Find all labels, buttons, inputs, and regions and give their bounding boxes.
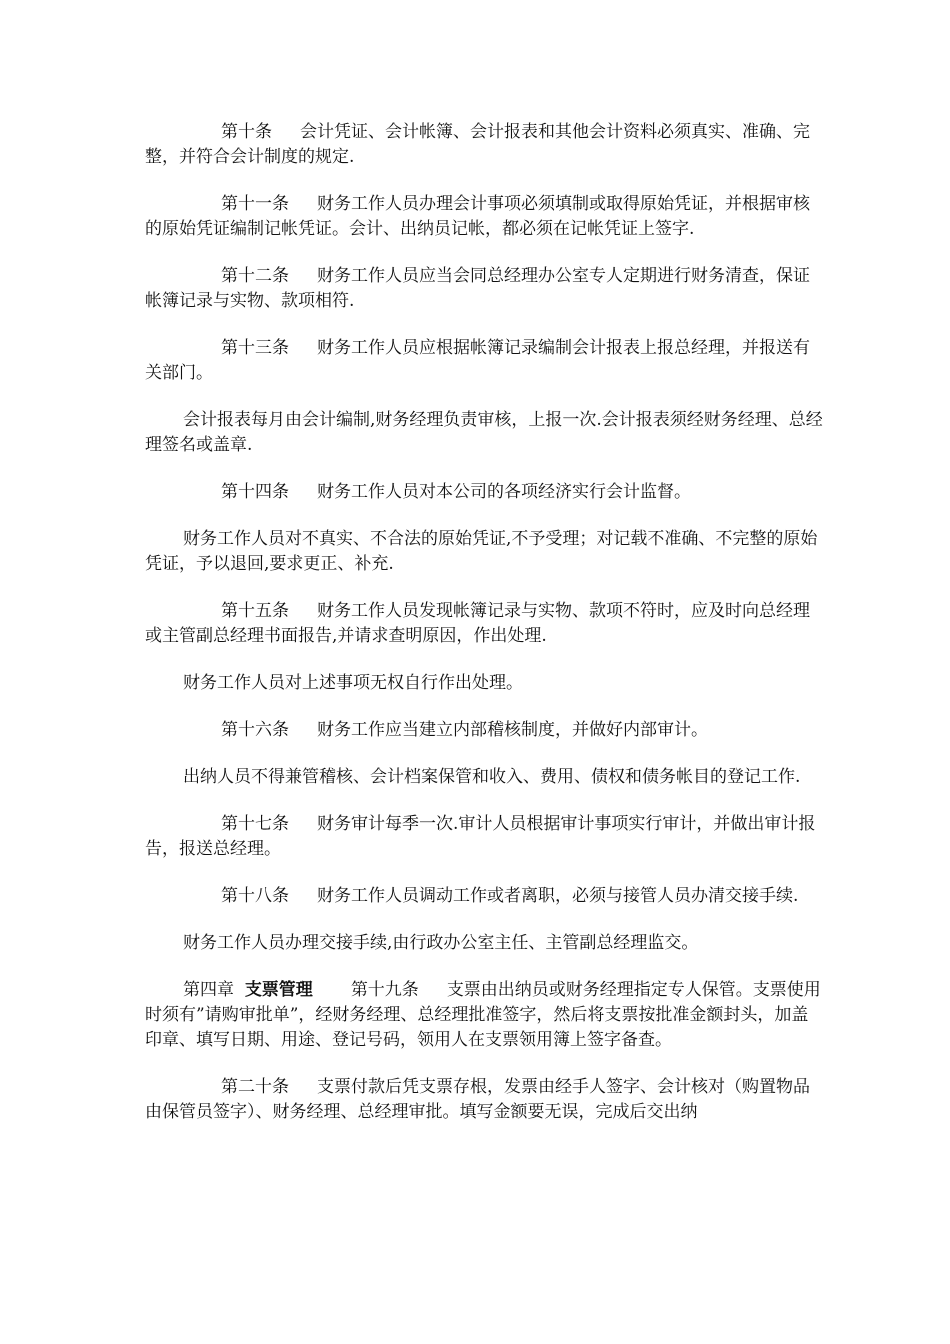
- article-heading: 第十二条: [221, 266, 289, 286]
- article-13: [145, 336, 825, 386]
- paragraph-voucher: [145, 527, 825, 577]
- article-18: [145, 884, 825, 909]
- article-heading: 第十八条: [221, 886, 289, 906]
- article-16: [145, 718, 825, 743]
- article-text: 财务工作应当建立内部稽核制度，并做好内部审计。: [317, 720, 708, 740]
- article-heading: 第十三条: [221, 338, 289, 358]
- paragraph-no-authority: [145, 671, 825, 696]
- article-text: 财务工作人员应当会同总经理办公室专人定期进行财务清查，保证帐簿记录与实物、款项相符.: [145, 266, 810, 311]
- article-heading: 第十条: [221, 122, 272, 142]
- article-text: 财务工作人员发现帐簿记录与实物、款项不符时，应及时向总经理或主管副总经理书面报告,并请求查明原因，作出处理.: [145, 601, 810, 646]
- article-text: 财务工作人员调动工作或者离职，必须与接管人员办清交接手续.: [317, 886, 799, 906]
- article-heading: 第十五条: [221, 601, 289, 621]
- article-20: [145, 1075, 825, 1125]
- paragraph-handover: [145, 931, 825, 956]
- article-text: 财务工作人员对本公司的各项经济实行会计监督。: [317, 482, 691, 502]
- article-heading: 第十七条: [221, 814, 289, 834]
- article-17: [145, 812, 825, 862]
- article-text: 支票由出纳员或财务经理指定专人保管。支票使用时须有”请购审批单”，经财务经理、总经理批准签字，然后将支票按批准金额封头，加盖印章、填写日期、用途、登记号码，领用人在支票领用簿上签字备查。: [145, 980, 821, 1050]
- article-heading: 第十四条: [221, 482, 289, 502]
- article-15: [145, 599, 825, 649]
- article-text: 财务工作人员办理会计事项必须填制或取得原始凭证，并根据审核的原始凭证编制记帐凭证。会计、出纳员记帐，都必须在记帐凭证上签字.: [145, 194, 810, 239]
- article-12: [145, 264, 825, 314]
- article-11: [145, 192, 825, 242]
- article-text: 会计凭证、会计帐簿、会计报表和其他会计资料必须真实、准确、完整，并符合会计制度的规定.: [145, 122, 810, 167]
- paragraph-report: [145, 408, 825, 458]
- article-heading: 第十六条: [221, 720, 289, 740]
- article-text: 支票付款后凭支票存根，发票由经手人签字、会计核对（购置物品由保管员签字）、财务经理、总经理审批。填写金额要无误，完成后交出纳: [145, 1077, 810, 1122]
- article-14: [145, 480, 825, 505]
- paragraph-text: 财务工作人员对不真实、不合法的原始凭证,不予受理；对记载不准确、不完整的原始凭证，予以退回,要求更正、补充.: [145, 529, 818, 574]
- chapter-title: 支票管理: [244, 980, 313, 1000]
- paragraph-cashier: [145, 765, 825, 790]
- article-text: 财务审计每季一次.审计人员根据审计事项实行审计，并做出审计报告，报送总经理。: [145, 814, 816, 859]
- paragraph-text: 出纳人员不得兼管稽核、会计档案保管和收入、费用、债权和债务帐目的登记工作.: [183, 767, 801, 787]
- chapter-prefix: 第四章: [183, 980, 234, 1000]
- article-heading: 第十一条: [221, 194, 289, 214]
- article-heading: 第二十条: [221, 1077, 289, 1097]
- chapter-4-article-19: [145, 978, 825, 1053]
- article-10: [145, 120, 825, 170]
- document-page: [145, 120, 825, 1147]
- paragraph-text: 财务工作人员对上述事项无权自行作出处理。: [183, 673, 523, 693]
- article-heading: 第十九条: [350, 980, 419, 1000]
- paragraph-text: 财务工作人员办理交接手续,由行政办公室主任、主管副总经理监交。: [183, 933, 699, 953]
- article-text: 财务工作人员应根据帐簿记录编制会计报表上报总经理，并报送有关部门。: [145, 338, 810, 383]
- paragraph-text: 会计报表每月由会计编制,财务经理负责审核，上报一次.会计报表须经财务经理、总经理签名或盖章.: [145, 410, 823, 455]
